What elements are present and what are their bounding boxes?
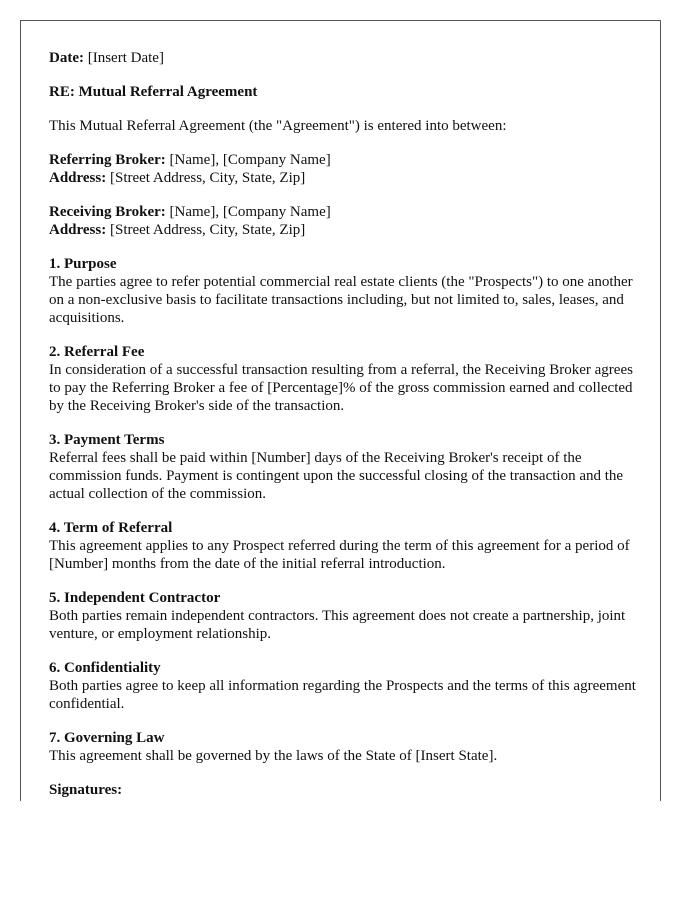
signatures-heading — [49, 781, 638, 799]
re-line — [49, 83, 638, 101]
section-referral-fee — [49, 343, 638, 415]
section-payment-terms — [49, 431, 638, 503]
receiving-broker-block — [49, 203, 638, 239]
section-body: The parties agree to refer potential commercial real estate clients (the "Prospects") to one another on a non-exclusive basis to facilitate transactions including, but not limited to, sales, leases, and acquisitions. — [49, 274, 633, 326]
section-title: 7. Governing Law — [49, 730, 165, 746]
date-label: Date: — [49, 50, 84, 66]
receiving-broker-label: Receiving Broker: — [49, 204, 166, 220]
section-title: 4. Term of Referral — [49, 520, 173, 536]
referring-address-label: Address: — [49, 170, 107, 186]
section-body: This agreement applies to any Prospect referred during the term of this agreement for a period of [Number] months from the date of the initial referral introduction. — [49, 538, 630, 572]
section-title: 5. Independent Contractor — [49, 590, 221, 606]
section-title: 1. Purpose — [49, 256, 117, 272]
date-value: [Insert Date] — [87, 50, 164, 66]
section-title: 2. Referral Fee — [49, 344, 145, 360]
section-governing-law — [49, 729, 638, 765]
document-page — [20, 20, 661, 801]
section-body: This agreement shall be governed by the laws of the State of [Insert State]. — [49, 748, 498, 764]
section-title: 3. Payment Terms — [49, 432, 165, 448]
date-line — [49, 49, 638, 67]
section-confidentiality — [49, 659, 638, 713]
section-body: In consideration of a successful transaction resulting from a referral, the Receiving Broker agrees to pay the Referring Broker a fee of [Percentage]% of the gross commission earned and collected by the Receiving Broker's side of the transaction. — [49, 362, 633, 414]
intro: This Mutual Referral Agreement (the "Agreement") is entered into between: — [49, 118, 507, 134]
section-independent-contractor — [49, 589, 638, 643]
section-purpose — [49, 255, 638, 327]
subject: RE: Mutual Referral Agreement — [49, 84, 258, 100]
referring-broker-block — [49, 151, 638, 187]
receiving-address-label: Address: — [49, 222, 107, 238]
referring-address-value: [Street Address, City, State, Zip] — [109, 170, 306, 186]
receiving-broker-value: [Name], [Company Name] — [169, 204, 331, 220]
section-title: 6. Confidentiality — [49, 660, 161, 676]
referring-broker-label: Referring Broker: — [49, 152, 166, 168]
section-term-of-referral — [49, 519, 638, 573]
signatures-label: Signatures: — [49, 782, 123, 798]
section-body: Referral fees shall be paid within [Number] days of the Receiving Broker's receipt of the commission funds. Payment is contingent upon the successful closing of the transaction and the actual collection of the commission. — [49, 450, 624, 502]
referring-broker-value: [Name], [Company Name] — [169, 152, 331, 168]
receiving-address-value: [Street Address, City, State, Zip] — [109, 222, 306, 238]
section-body: Both parties agree to keep all information regarding the Prospects and the terms of this agreement confidential. — [49, 678, 636, 712]
section-body: Both parties remain independent contractors. This agreement does not create a partnership, joint venture, or employment relationship. — [49, 608, 626, 642]
